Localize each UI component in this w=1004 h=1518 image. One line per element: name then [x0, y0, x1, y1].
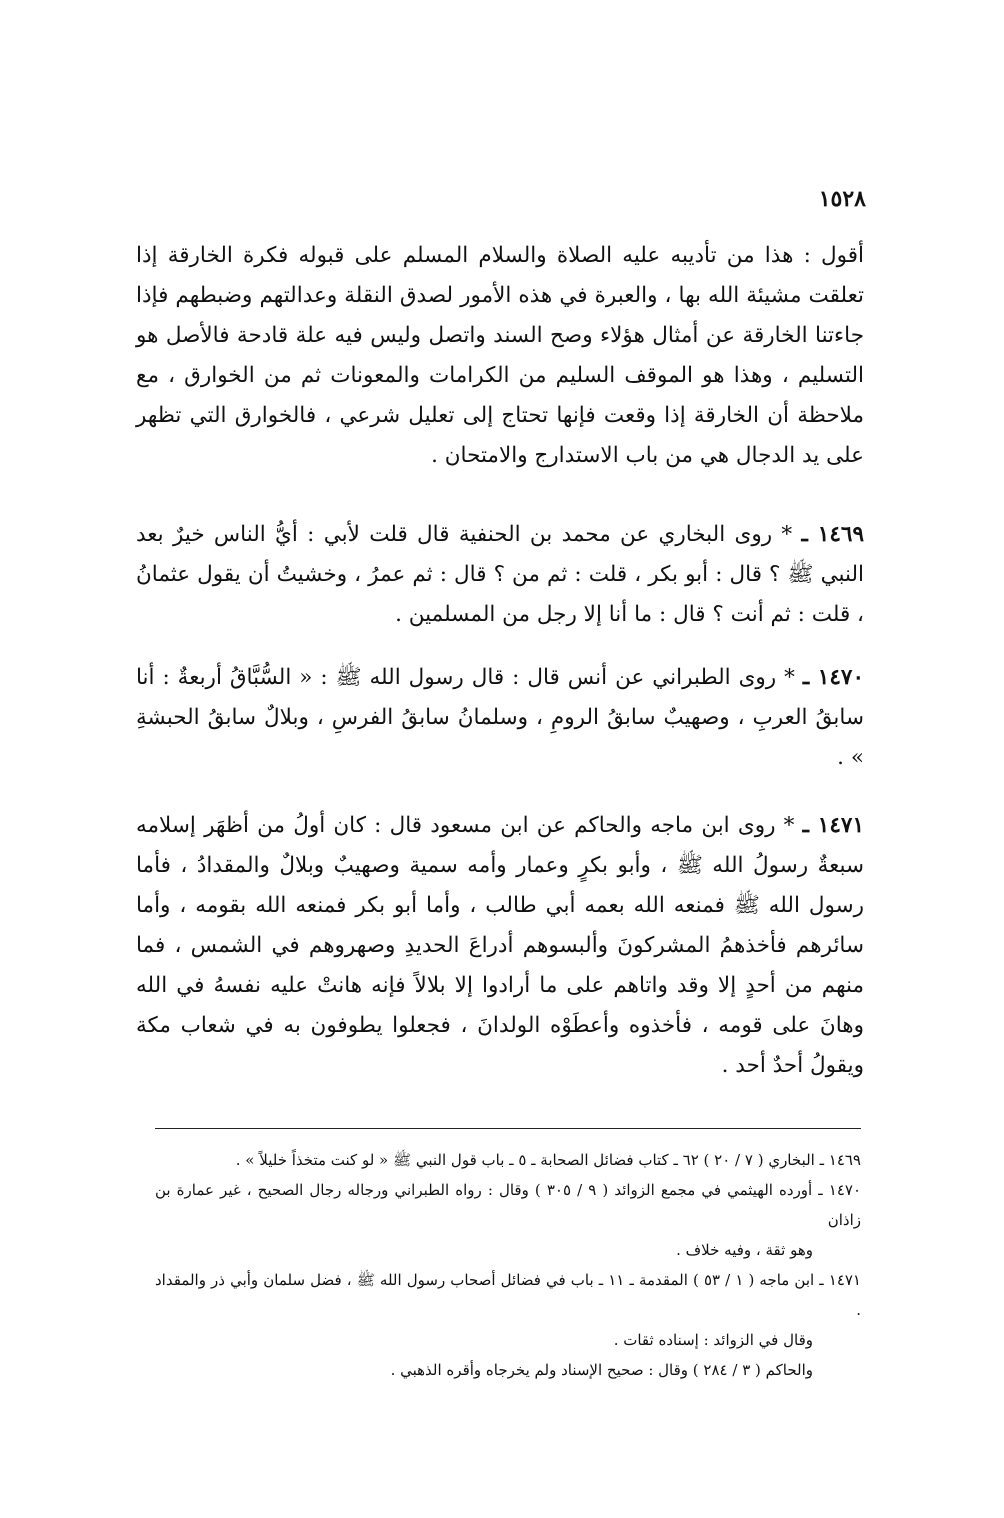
footnote-1471-hakim: والحاكم ( ٣ / ٢٨٤ ) وقال : صحيح الإسناد ولم يخرجاه وأقره الذهبي . [390, 1361, 813, 1379]
hadith-text: * روى ابن ماجه والحاكم عن ابن مسعود قال : كان أولُ من أظهَر إسلامه سبعةٌ رسولُ الله ﷺ ، وأبو بكرٍ وعمار وأمه سمية وصهيبٌ وبلالٌ والمقدادُ ، فأما رسول الله ﷺ فمنعه الله بعمه أبي طالب ، وأما أبو بكر فمنعه الله بقومه ، وأما سائرهم فأخذهمُ المشركونَ وألبسوهم أدراعَ الحديدِ وصهروهم في الشمس ، فما منهم من أحدٍ إلا وقد واتاهم على ما أرادوا إلا بلالاً فإنه هانتْ عليه نفسهُ في الله وهانَ على قومه ، فأخذوه وأعطَوْه الولدانَ ، فجعلوا يطوفون به في شعاب مكة ويقولُ أحدٌ أحد . [136, 813, 864, 1078]
footnote-1471: ١٤٧١ ـ ابن ماجه ( ١ / ٥٣ ) المقدمة ـ ١١ ـ باب في فضائل أصحاب رسول الله ﷺ ، فضل سلمان وأبي ذر والمقداد . [155, 1271, 861, 1319]
intro-paragraph-block [136, 236, 864, 476]
page-number: ١٥٢٨ [818, 186, 866, 212]
footnote-1470: ١٤٧٠ ـ أورده الهيثمي في مجمع الزوائد ( ٩ / ٣٠٥ ) وقال : رواه الطبراني ورجاله رجال الصحيح ، غير عمارة بن زاذان [155, 1181, 862, 1229]
footnote-1469: ١٤٦٩ ـ البخاري ( ٧ / ٢٠ ) ٦٢ ـ كتاب فضائل الصحابة ـ ٥ ـ باب قول النبي ﷺ « لو كنت متخذاً خليلاً » . [235, 1151, 861, 1169]
hadith-text: * روى الطبراني عن أنس قال : قال رسول الله ﷺ : « السُّبَّاقُ أربعةٌ : أنا سابقُ العربِ ، وصهيبٌ سابقُ الرومِ ، وسلمانُ سابقُ الفرسِ ، وبلالٌ سابقُ الحبشةِ » . [136, 665, 864, 770]
hadith-number: ١٤٧١ ـ [802, 813, 864, 838]
hadith-1469 [136, 515, 864, 635]
footnotes [155, 1145, 861, 1385]
hadith-number: ١٤٦٩ ـ [801, 522, 864, 547]
footnote-1471-continued: وقال في الزوائد : إسناده ثقات . [613, 1331, 813, 1349]
hadith-1471 [136, 806, 864, 1086]
hadith-1470 [136, 658, 864, 778]
hadith-text: * روى البخاري عن محمد بن الحنفية قال قلت لأبي : أيُّ الناس خيرٌ بعد النبي ﷺ ؟ قال : أبو بكر ، قلت : ثم من ؟ قال : ثم عمرُ ، وخشيتُ أن يقول عثمانُ ، قلت : ثم أنت ؟ قال : ما أنا إلا رجل من المسلمين . [136, 522, 864, 627]
footnote-1470-continued: وهو ثقة ، وفيه خلاف . [676, 1241, 813, 1259]
hadith-number: ١٤٧٠ ـ [802, 665, 864, 690]
footnote-divider [155, 1128, 861, 1129]
intro-paragraph: أقول : هذا من تأديبه عليه الصلاة والسلام المسلم على قبوله فكرة الخارقة إذا تعلقت مشيئة الله بها ، والعبرة في هذه الأمور لصدق النقلة وعدالتهم وضبطهم فإذا جاءتنا الخارقة عن أمثال هؤلاء وصح السند واتصل وليس فيه علة قادحة فالأصل هو التسليم ، وهذا هو الموقف السليم من الكرامات والمعونات ثم من الخوارق ، مع ملاحظة أن الخارقة إذا وقعت فإنها تحتاج إلى تعليل شرعي ، فالخوارق التي تظهر على يد الدجال هي من باب الاستدارج والامتحان . [136, 243, 864, 468]
